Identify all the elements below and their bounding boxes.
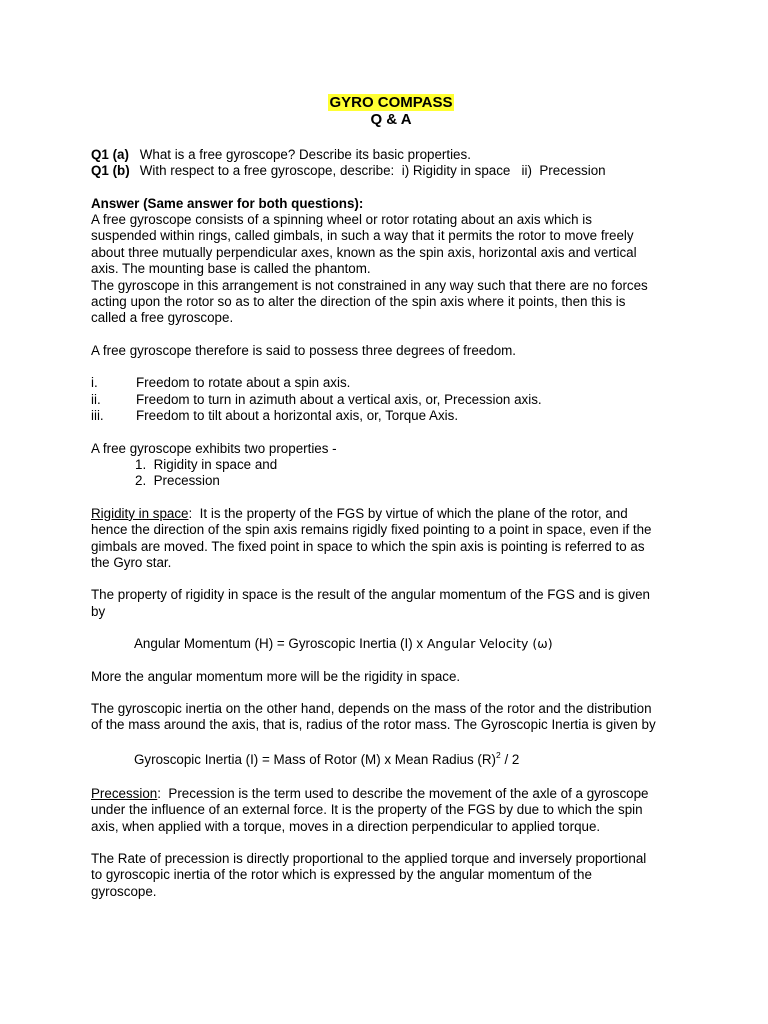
rigidity-paragraph [91, 506, 691, 572]
precession-line: under the influence of an external force. It is the property of the FGS by due to which the spin [91, 802, 643, 818]
formula-exponent: 2 [496, 749, 501, 760]
question-a-label: Q1 (a) [91, 146, 129, 162]
rigidity-line: hence the direction of the spin axis remains rigidly fixed pointing to a point in space, even if the [91, 522, 652, 538]
formula-tail: / 2 [500, 751, 520, 767]
intro-paragraph [91, 212, 691, 327]
more-momentum-line: More the angular momentum more will be the rigidity in space. [91, 668, 461, 684]
intro-line: The gyroscope in this arrangement is not constrained in any way such that there are no forces [91, 277, 648, 293]
properties-intro: A free gyroscope exhibits two properties - [91, 440, 337, 456]
intro-line: axis. The mounting base is called the phantom. [91, 261, 371, 277]
list-text: Freedom to turn in azimuth about a vertical axis, or, Precession axis. [136, 391, 542, 407]
precession-line: axis, when applied with a torque, moves in a direction perpendicular to applied torque. [91, 818, 601, 834]
intro-line: called a free gyroscope. [91, 310, 234, 326]
intro-line: A free gyroscope consists of a spinning wheel or rotor rotating about an axis which is [91, 212, 592, 228]
rate-paragraph [91, 851, 691, 900]
formula-main: Gyroscopic Inertia (I) = Mass of Rotor (M) x Mean Radius (R) [134, 751, 497, 767]
rate-line: to gyroscopic inertia of the rotor which is expressed by the angular momentum of the [91, 867, 592, 883]
momentum-line: The property of rigidity in space is the result of the angular momentum of the FGS and is given [91, 587, 650, 603]
list-number: i. [91, 375, 98, 391]
title-block [91, 94, 691, 129]
momentum-line: by [91, 603, 106, 619]
angular-momentum-formula [91, 636, 691, 652]
rigidity-first-line: : It is the property of the FGS by virtue of which the plane of the rotor, and [188, 505, 628, 521]
precession-first-line: : Precession is the term used to describe the movement of the axle of a gyroscope [157, 785, 649, 801]
question-a [91, 147, 691, 163]
list-item [91, 392, 691, 408]
property-item: 1. Rigidity in space and [135, 456, 278, 472]
question-b [91, 163, 691, 179]
freedom-intro: A free gyroscope therefore is said to possess three degrees of freedom. [91, 342, 517, 358]
rigidity-term: Rigidity in space [91, 505, 189, 521]
list-item [91, 408, 691, 424]
question-b-text: With respect to a free gyroscope, describe: i) Rigidity in space ii) Precession [139, 163, 606, 179]
intro-line: acting upon the rotor so as to alter the direction of the spin axis where it points, then this is [91, 294, 626, 310]
intro-line: about three mutually perpendicular axes, known as the spin axis, horizontal axis and vertical [91, 244, 637, 260]
intro-line: suspended within rings, called gimbals, in such a way that it permits the rotor to move freely [91, 228, 634, 244]
rigidity-line: the Gyro star. [91, 554, 172, 570]
rate-line: gyroscope. [91, 883, 157, 899]
formula-main: Angular Momentum (H) = Gyroscopic Inertia (I) x [134, 636, 427, 652]
list-text: Freedom to tilt about a horizontal axis, or, Torque Axis. [136, 408, 459, 424]
rigidity-line: gimbals are moved. The fixed point in space to which the spin axis is pointing is referred to as [91, 538, 645, 554]
precession-term: Precession [91, 785, 158, 801]
property-item: 2. Precession [135, 473, 220, 489]
list-number: iii. [91, 408, 104, 424]
freedom-list [91, 375, 691, 424]
answer-heading: Answer (Same answer for both questions): [91, 195, 364, 211]
inertia-line: The gyroscopic inertia on the other hand, depends on the mass of the rotor and the distribution [91, 700, 652, 716]
question-b-label: Q1 (b) [91, 163, 130, 179]
gyroscopic-inertia-formula [91, 750, 691, 770]
document-subtitle: Q & A [370, 111, 412, 129]
document-page [91, 94, 691, 900]
rate-line: The Rate of precession is directly proportional to the applied torque and inversely proportional [91, 851, 647, 866]
precession-paragraph [91, 786, 691, 835]
inertia-line: of the mass around the axis, that is, radius of the rotor mass. The Gyroscopic Inertia is given by [91, 717, 656, 733]
document-title: GYRO COMPASS [329, 94, 453, 111]
list-number: ii. [91, 391, 101, 407]
question-a-text: What is a free gyroscope? Describe its basic properties. [139, 146, 471, 162]
formula-velocity: Angular Velocity (ω) [426, 636, 553, 652]
list-item [91, 375, 691, 391]
list-text: Freedom to rotate about a spin axis. [136, 375, 351, 391]
